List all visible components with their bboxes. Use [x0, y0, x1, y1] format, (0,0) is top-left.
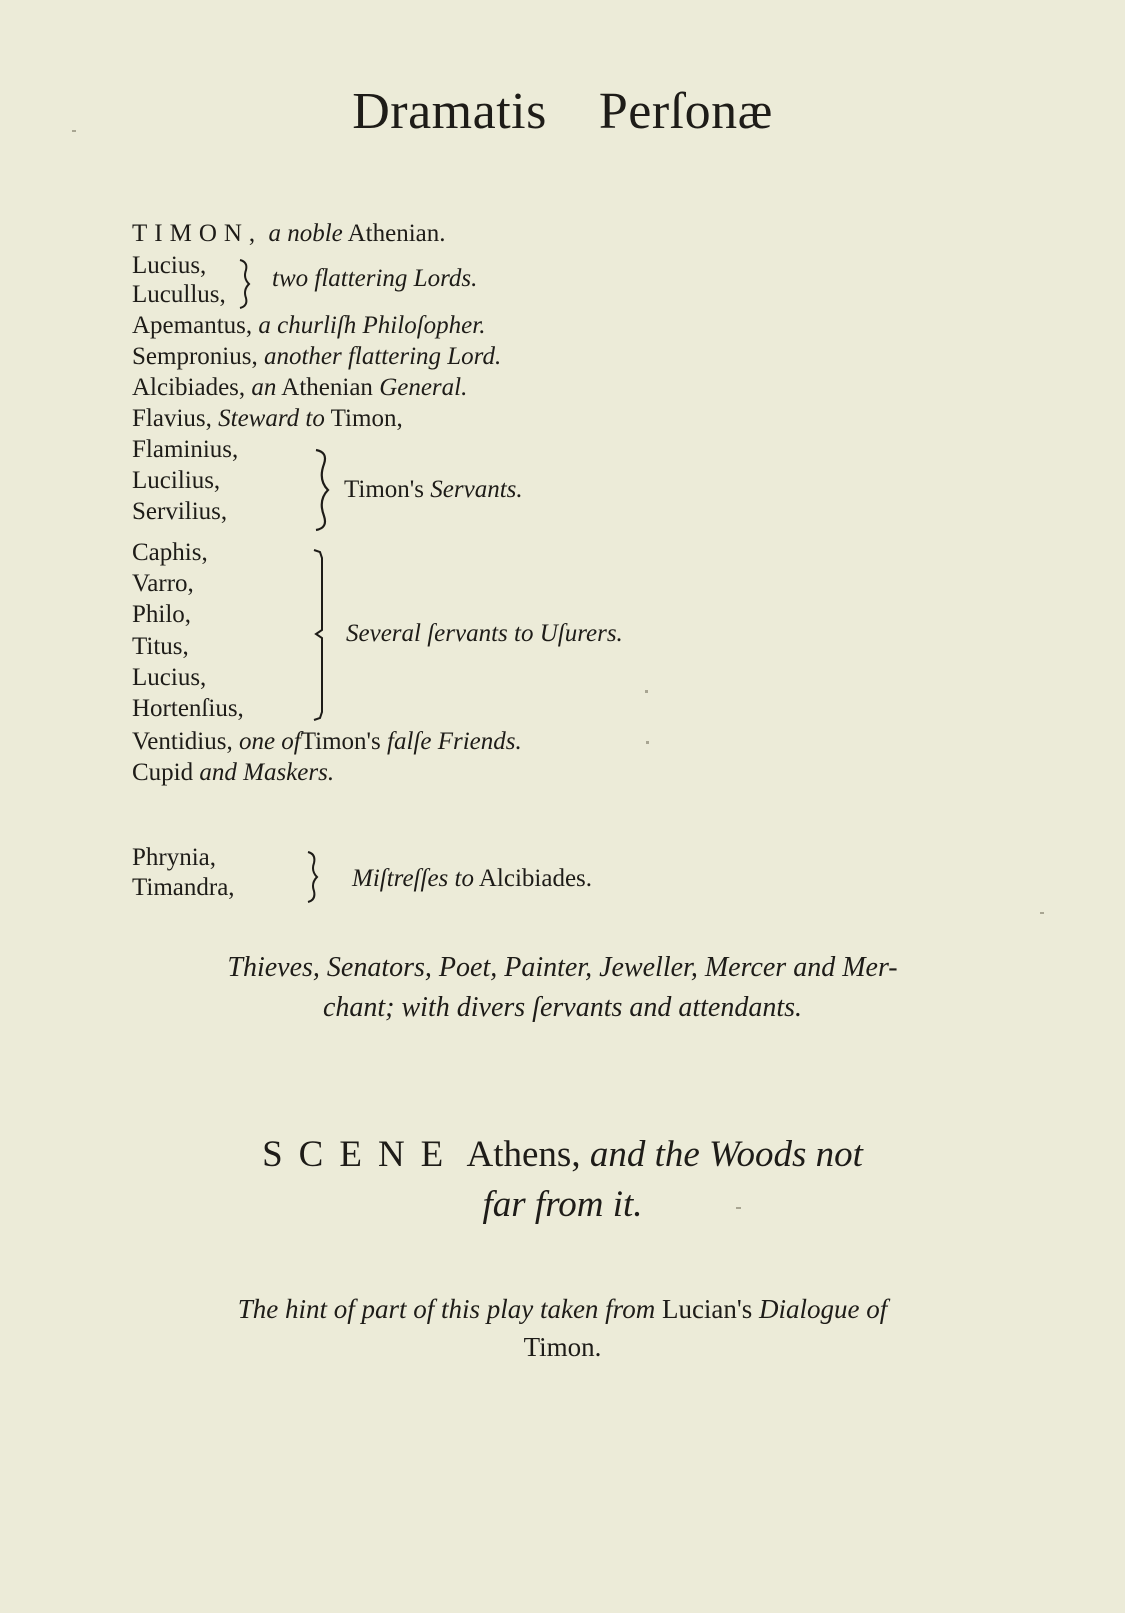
title-word-2: Perſonæ: [598, 83, 773, 140]
source-note-line-1: [0, 1290, 1125, 1328]
cast-name-timandra: Timandra,: [132, 874, 235, 901]
scene-place: Athens,: [466, 1134, 581, 1175]
character-name: TIMON,: [132, 220, 263, 247]
character-desc-italic-2: General.: [379, 374, 468, 401]
cast-name-lucius: Lucius,: [132, 252, 207, 279]
cast-name-lucius-2: Lucius,: [132, 664, 207, 691]
scene-setting: [0, 1130, 1125, 1230]
servants-desc: [344, 476, 523, 504]
character-desc-italic: Steward to: [218, 405, 325, 432]
brace-icon: [302, 850, 322, 904]
character-desc-italic: a noble: [268, 220, 343, 247]
character-desc: and Maskers.: [199, 759, 335, 786]
character-desc: Athenian.: [347, 220, 446, 247]
cast-name-flaminius: Flaminius,: [132, 436, 239, 463]
source-note-plain: Lucian's: [661, 1294, 753, 1324]
mistresses-desc-italic: Miſtreſſes to: [352, 865, 474, 892]
character-desc: Timon's: [300, 728, 381, 755]
speck: [1040, 912, 1044, 914]
scene-rest-2: far from it.: [482, 1184, 643, 1225]
cast-name-titus: Titus,: [132, 633, 189, 660]
scene-rest-1: and the Woods not: [589, 1134, 863, 1175]
page-title: [0, 82, 1125, 141]
character-desc-italic: one of: [238, 728, 301, 755]
speck: [645, 690, 648, 693]
cast-name-philo: Philo,: [132, 601, 192, 628]
brace-icon: [308, 448, 334, 532]
cast-name-servilius: Servilius,: [132, 498, 228, 525]
source-note: [0, 1290, 1125, 1366]
cast-entry-apemantus: [132, 311, 485, 341]
servants-desc-italic: Servants.: [430, 476, 523, 503]
character-name: Flavius,: [132, 405, 212, 432]
character-name: Cupid: [132, 759, 194, 786]
character-name: Apemantus,: [132, 312, 253, 339]
cast-name-lucilius: Lucilius,: [132, 467, 221, 494]
source-note-italic-2: Dialogue of: [759, 1294, 888, 1324]
cast-name-phrynia: Phrynia,: [132, 844, 217, 871]
scene-line-1: [0, 1130, 1125, 1180]
cast-name-lucullus: Lucullus,: [132, 281, 226, 308]
cast-name-hortensius: Hortenſius,: [132, 695, 244, 722]
other-characters-line-1: Thieves, Senators, Poet, Painter, Jeweller, Mercer and Mer-: [227, 952, 898, 983]
bracket-icon: [310, 548, 328, 722]
servants-desc-plain: Timon's: [344, 476, 425, 503]
cast-name-varro: Varro,: [132, 570, 194, 597]
character-desc: Timon,: [330, 405, 403, 432]
brace-icon: [234, 258, 254, 310]
character-name: Alcibiades,: [132, 374, 246, 401]
speck: [736, 1207, 741, 1209]
character-desc-italic: an: [251, 374, 277, 401]
scene-label: SCENE: [262, 1134, 460, 1175]
cast-entry-timon: [132, 219, 446, 249]
cast-entry-flavius: [132, 404, 403, 434]
character-desc: a churliſh Philoſopher.: [258, 312, 486, 339]
character-desc-italic-2: falſe Friends.: [387, 728, 522, 755]
character-desc: Athenian: [281, 374, 373, 401]
usurer-servants-desc: Several ſervants to Uſurers.: [346, 620, 623, 647]
other-characters-line-2: chant; with divers ſervants and attendants.: [322, 992, 803, 1023]
lords-desc: two flattering Lords.: [272, 265, 478, 292]
source-note-italic-1: The hint of part of this play taken from: [237, 1294, 656, 1324]
other-characters: [0, 948, 1125, 1028]
mistresses-desc-plain: Alcibiades.: [478, 865, 593, 892]
mistresses-desc: [352, 865, 592, 893]
source-note-line-2: Timon.: [523, 1332, 602, 1362]
character-name: Ventidius,: [132, 728, 233, 755]
cast-name-caphis: Caphis,: [132, 539, 208, 566]
character-desc: another flattering Lord.: [263, 343, 502, 370]
speck: [72, 130, 76, 132]
speck: [646, 741, 649, 744]
cast-entry-ventidius: [132, 727, 522, 757]
title-word-1: Dramatis: [352, 83, 547, 140]
cast-entry-sempronius: [132, 342, 501, 372]
cast-entry-cupid: [132, 758, 334, 788]
character-name: Sempronius,: [132, 343, 258, 370]
cast-entry-alcibiades: [132, 373, 467, 403]
